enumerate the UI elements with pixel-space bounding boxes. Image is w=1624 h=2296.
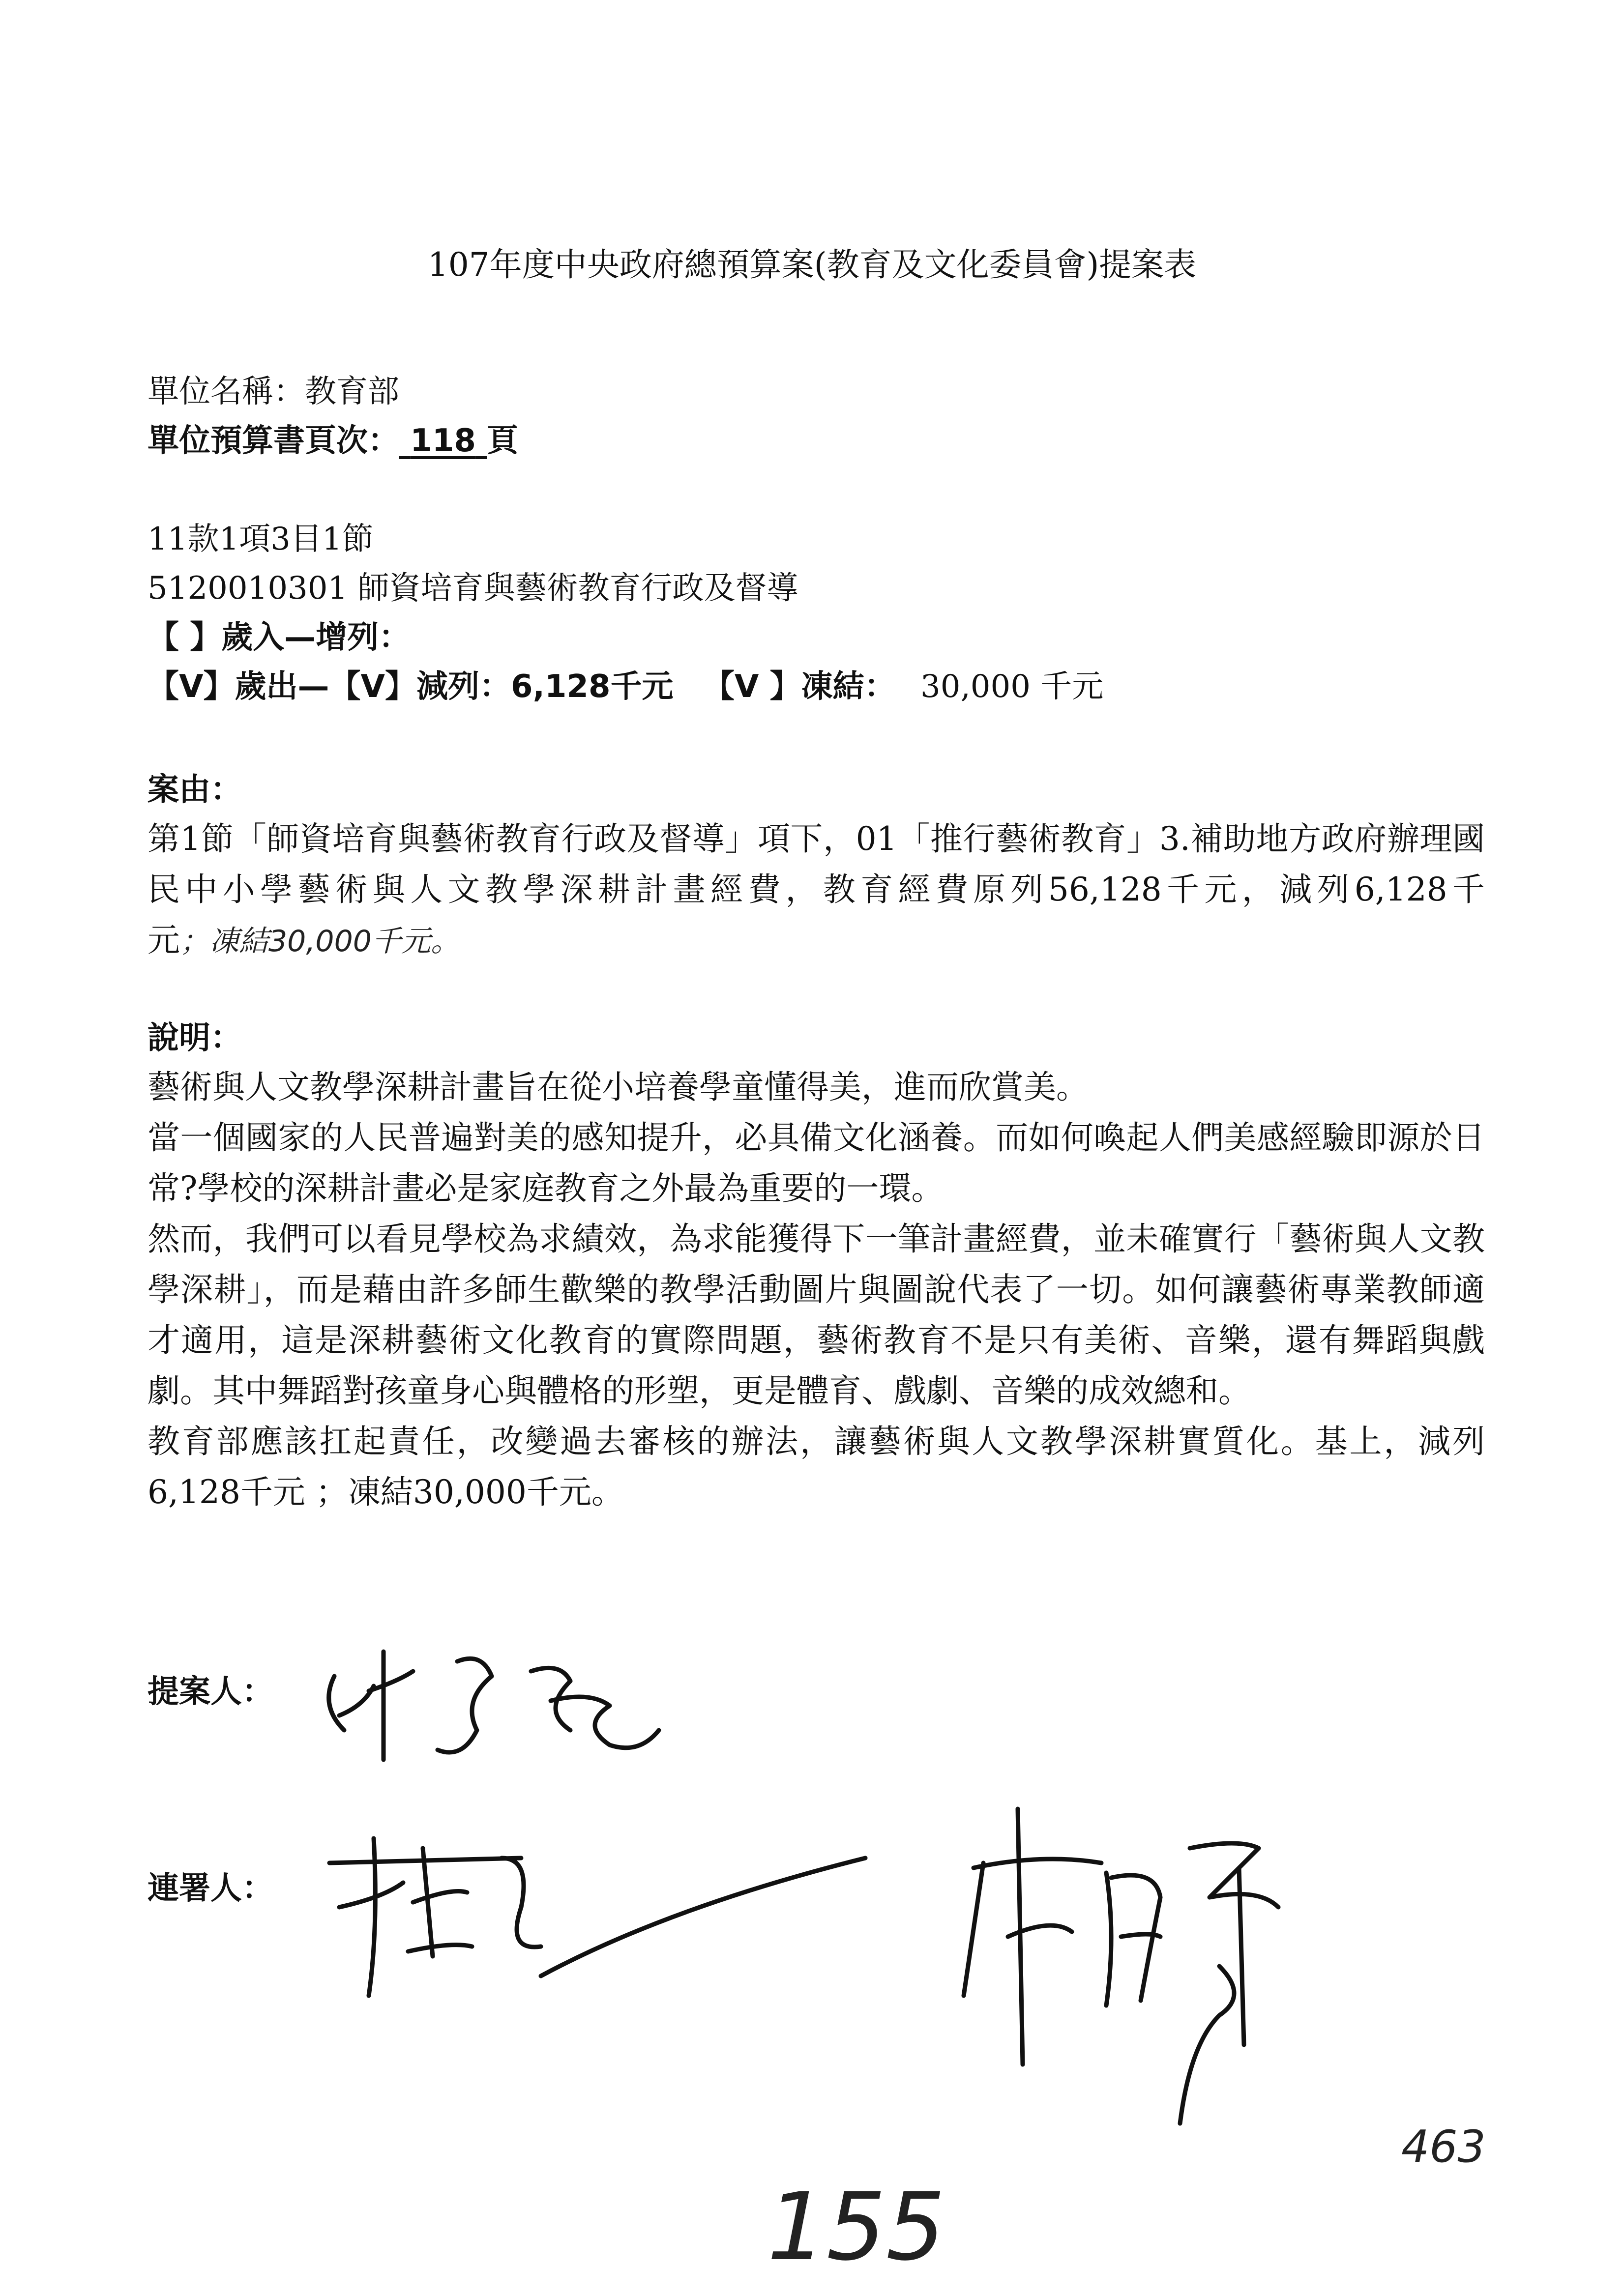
budget-page-number: 118: [410, 423, 476, 459]
budget-page-line: [148, 415, 518, 461]
proposer-label: 提案人：: [148, 1674, 273, 1710]
cosigner-signature-1: [325, 1829, 875, 2005]
explanation-paragraph-4: 教育部應該扛起責任，改變過去審核的辦法，讓藝術與人文教學深耕實質化。基上，減列6,128千元 ；凍結30,000千元。: [148, 1423, 1485, 1511]
unit-name: 單位名稱：教育部: [148, 374, 399, 410]
explanation-paragraph-1: 藝術與人文教學深耕計畫旨在從小培養學童懂得美，進而欣賞美。: [148, 1068, 1089, 1106]
revenue-line: 【 】歲入—增列：: [148, 619, 411, 656]
explanation-body: [148, 1062, 1485, 1517]
budget-page-unit: 頁: [487, 423, 519, 459]
program-name: 5120010301 師資培育與藝術教育行政及督導: [148, 570, 798, 607]
reason-body: [148, 814, 1485, 967]
explanation-paragraph-2: 當一個國家的人民普遍對美的感知提升，必具備文化涵養。而如何喚起人們美感經驗即源於日常?學校的深耕計畫必是家庭教育之外最為重要的一環。: [148, 1119, 1485, 1207]
budget-page-label: 單位預算書頁次：: [148, 423, 399, 459]
page-mark-right: 463: [1401, 2121, 1486, 2173]
page-mark-bottom: 155: [767, 2173, 945, 2281]
expenditure-reduce: 【V】歲出—【V】減列：6,128千元: [148, 668, 674, 705]
expenditure-freeze-amount: 30,000 千元: [920, 668, 1104, 705]
reason-handwritten-note: ；凍結30,000千元。: [180, 924, 460, 959]
explanation-heading: 說明：: [148, 1020, 242, 1056]
section-code: 11款1項3目1節: [148, 521, 374, 557]
expenditure-freeze-label: 【V 】凍結：: [703, 668, 896, 705]
explanation-paragraph-3: 然而，我們可以看見學校為求績效，為求能獲得下一筆計畫經費，並未確實行「藝術與人文教學深耕」，而是藉由許多師生歡樂的教學活動圖片與圖說代表了一切。如何讓藝術專業教師適才適用，這是深耕藝術文化教育的實際問題，藝術教育不是只有美術、音樂，還有舞蹈與戲劇。其中舞蹈對孩童身心與體格的形塑，更是體育、戲劇、音樂的成效總和。: [148, 1220, 1485, 1410]
cosigner-signature-2: [944, 1789, 1337, 2133]
document-title: 107年度中央政府總預算案(教育及文化委員會)提案表: [427, 246, 1197, 284]
cosigner-label: 連署人：: [148, 1870, 273, 1907]
expenditure-line: [148, 661, 1103, 706]
reason-text: 第1節「師資培育與藝術教育行政及督導」項下，01「推行藝術教育」3.補助地方政府辦理國民中小學藝術與人文教學深耕計畫經費，教育經費原列56,128千元，減列6,128千元: [148, 820, 1485, 959]
proposer-signature: [315, 1632, 698, 1779]
reason-heading: 案由：: [148, 772, 242, 808]
